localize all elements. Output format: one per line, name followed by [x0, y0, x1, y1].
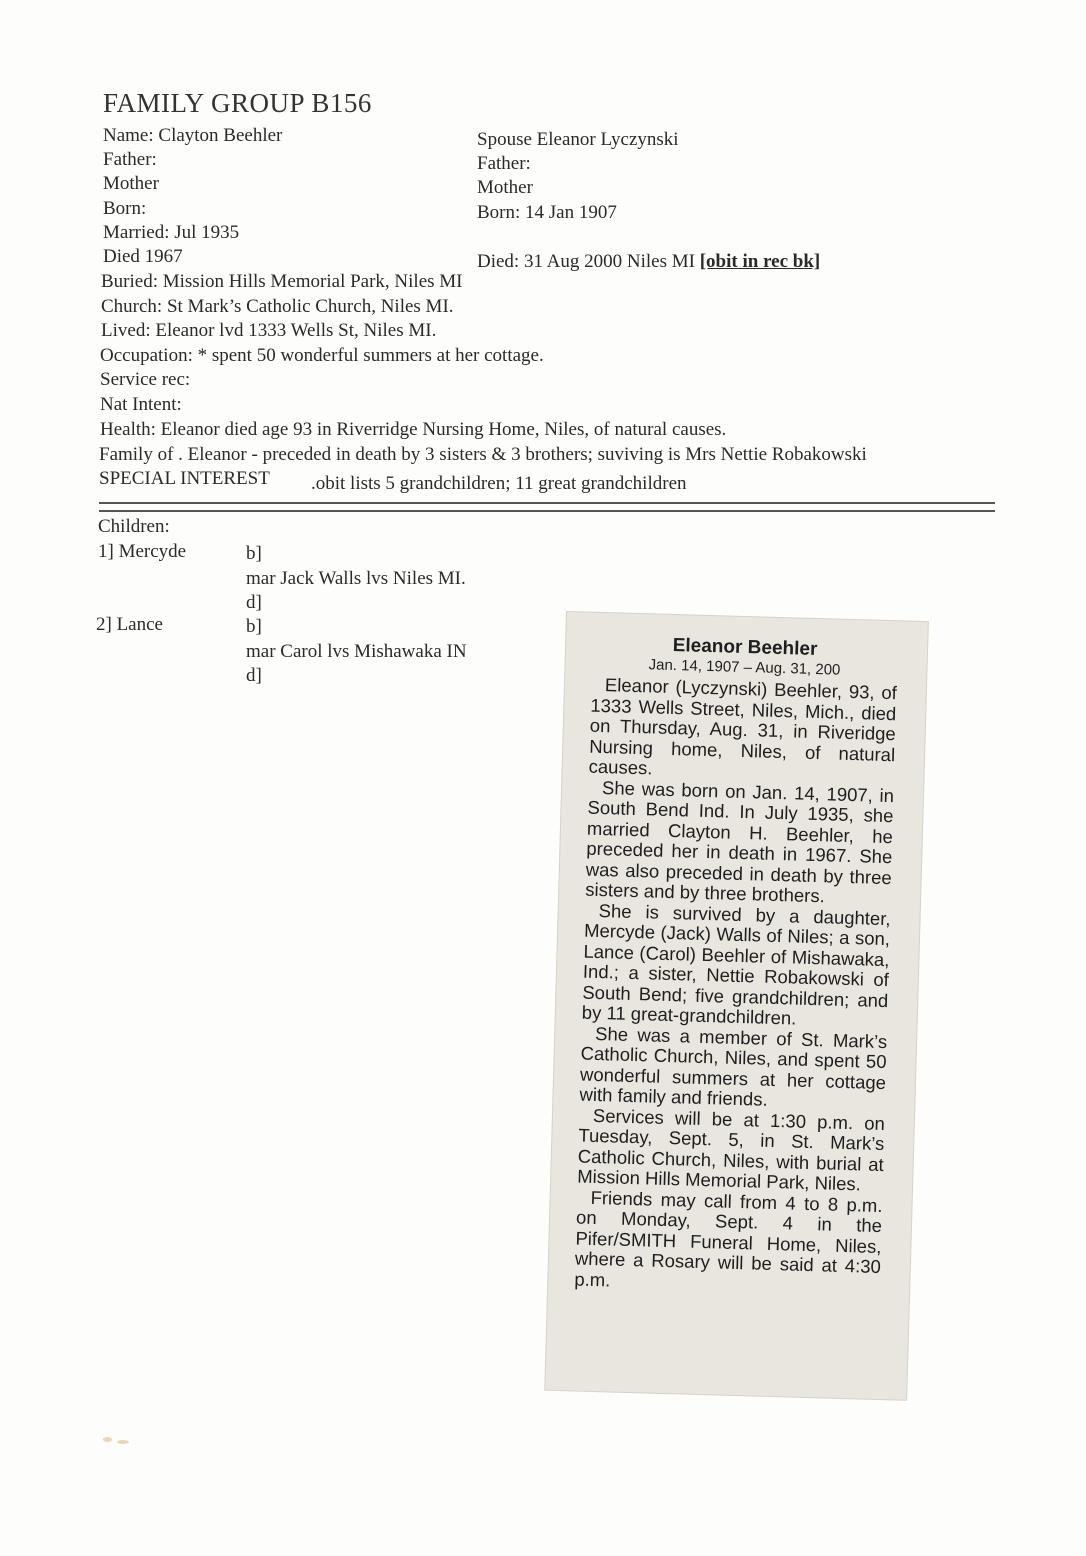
- husband-married: Married: Jul 1935: [103, 222, 240, 243]
- obituary-paragraph: Eleanor (Lyczynski) Beehler, 93, of 1333 Wells Street, Niles, Mich., died on Thursday, Aug. 31, in Riveridge Nursing home, Niles, of natural causes.: [588, 674, 898, 779]
- nat-intent-line: Nat Intent:: [100, 394, 182, 415]
- child-2-name: 2] Lance: [96, 614, 163, 635]
- obituary-heading: Eleanor Beehler: [672, 634, 818, 661]
- spouse-died-row: [477, 251, 820, 273]
- child-2-married: mar Carol lvs Mishawaka IN: [246, 641, 467, 662]
- child-1-name: 1] Mercyde: [98, 541, 187, 562]
- obituary-paragraph: Friends may call from 4 to 8 p.m. on Monday, Sept. 4 in the Pifer/SMITH Funeral Home, Niles, where a Rosary will be said at 4:30 p.m.: [574, 1186, 883, 1290]
- service-rec-line: Service rec:: [100, 369, 191, 390]
- obituary-paragraph: She was a member of St. Mark’s Catholic Church, Niles, and spent 50 wonderful summers at her cottage with family and friends.: [579, 1022, 888, 1110]
- double-divider: [99, 502, 995, 512]
- obituary-paragraph: She is survived by a daughter, Mercyde (Jack) Walls of Niles; a son, Lance (Carol) Beehler of Mishawaka, Ind.; a sister, Nettie Robakowski of South Bend; five grandchildren; and by 11 great-grandchildren.: [581, 899, 891, 1029]
- special-interest-value: .obit lists 5 grandchildren; 11 great grandchildren: [311, 473, 687, 494]
- child-1-died: d]: [246, 592, 262, 613]
- spouse-father: Father:: [477, 153, 531, 174]
- family-of-line: Family of . Eleanor - preceded in death by 3 sisters & 3 brothers; suviving is Mrs Nettie Robakowski: [99, 444, 867, 465]
- special-interest-label: SPECIAL INTEREST: [99, 468, 270, 489]
- lived-line: Lived: Eleanor lvd 1333 Wells St, Niles MI.: [101, 320, 437, 341]
- scan-speck: [103, 1437, 112, 1442]
- obituary-body: [574, 633, 898, 1298]
- spouse-born: Born: 14 Jan 1907: [477, 202, 617, 223]
- husband-mother: Mother: [103, 173, 159, 194]
- child-1-married: mar Jack Walls lvs Niles MI.: [246, 568, 466, 589]
- obit-link[interactable]: [obit in rec bk]: [699, 251, 821, 272]
- husband-name: Name: Clayton Beehler: [103, 125, 283, 146]
- health-line: Health: Eleanor died age 93 in Riverridge Nursing Home, Niles, of natural causes.: [100, 419, 727, 440]
- obituary-paragraph: She was born on Jan. 14, 1907, in South Bend Ind. In July 1935, she married Clayton H. Beehler, he preceded her in death in 1967. She was also preceded in death by three sisters and by three brothers.: [584, 776, 895, 907]
- obituary-paragraph: Services will be at 1:30 p.m. on Tuesday, Sept. 5, in St. Mark’s Catholic Church, Niles, with burial at Mission Hills Memorial Park, Niles.: [576, 1104, 886, 1195]
- spouse-name: Spouse Eleanor Lyczynski: [477, 129, 679, 150]
- buried-line: Buried: Mission Hills Memorial Park, Niles MI: [101, 271, 463, 292]
- child-1-born: b]: [246, 543, 262, 564]
- obituary-dates: Jan. 14, 1907 – Aug. 31, 200: [648, 656, 841, 679]
- child-2-born: b]: [246, 616, 262, 637]
- children-label: Children:: [98, 516, 170, 537]
- spouse-mother: Mother: [477, 177, 533, 198]
- scan-speck: [117, 1440, 129, 1444]
- obituary-clipping: [545, 612, 928, 1400]
- husband-father: Father:: [103, 149, 157, 170]
- husband-born: Born:: [103, 198, 147, 219]
- church-line: Church: St Mark’s Catholic Church, Niles MI.: [101, 296, 454, 317]
- child-2-died: d]: [246, 665, 262, 686]
- husband-died: Died 1967: [103, 246, 183, 267]
- spouse-died: Died: 31 Aug 2000 Niles MI: [477, 251, 695, 272]
- page-title: FAMILY GROUP B156: [103, 88, 372, 118]
- occupation-line: Occupation: * spent 50 wonderful summers at her cottage.: [100, 345, 544, 366]
